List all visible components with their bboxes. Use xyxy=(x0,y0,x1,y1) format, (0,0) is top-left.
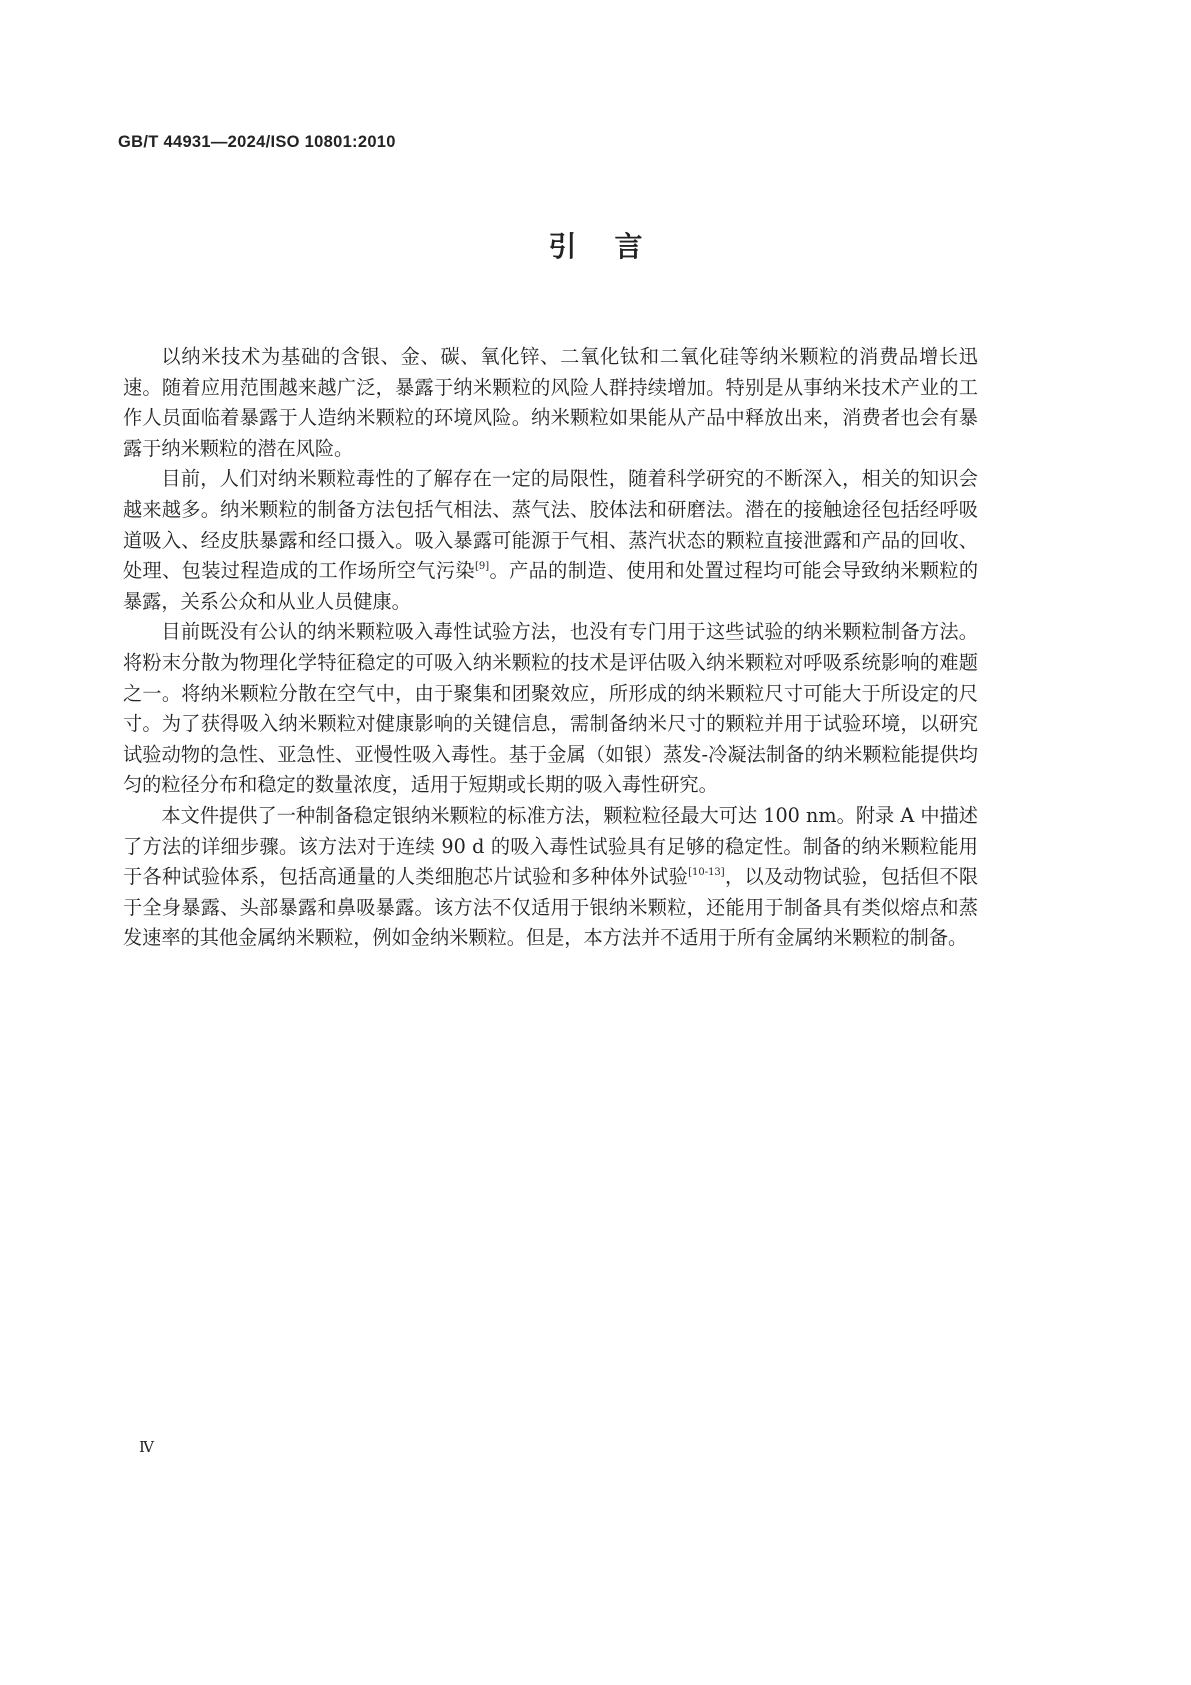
paragraph-text: ，以及动物试验，包括但不限于全身暴露、头部暴露和鼻吸暴露。该方法不仅适用于银纳米颗粒，还能用于制备具有类似熔点和蒸发速率的其他金属纳米颗粒，例如金纳米颗粒。但是，本方法并不适用于所有金属纳米颗粒的制备。 xyxy=(123,865,979,950)
introduction-body xyxy=(123,342,978,954)
document-header-id: GB/T 44931—2024/ISO 10801:2010 xyxy=(118,133,396,151)
paragraph-text: 本文件提供了一种制备稳定银纳米颗粒的标准方法，颗粒粒径最大可达 100 nm。附录 A 中描述了方法的详细步骤。该方法对于连续 90 d 的吸入毒性试验具有足够的稳定性。制备的纳米颗粒能用于各种试验体系，包括高通量的人类细胞芯片试验和多种体外试验 xyxy=(123,803,978,889)
paragraph-1 xyxy=(123,342,978,464)
paragraph-text: 。产品的制造、使用和处置过程均可能会导致纳米颗粒的暴露，关系公众和从业人员健康。 xyxy=(123,559,979,613)
reference-citation[interactable]: [9] xyxy=(474,561,490,573)
page-title: 引言 xyxy=(548,230,681,263)
paragraph-text: 以纳米技术为基础的含银、金、碳、氧化锌、二氧化钛和二氧化硅等纳米颗粒的消费品增长迅速。随着应用范围越来越广泛，暴露于纳米颗粒的风险人群持续增加。特别是从事纳米技术产业的工作人员面临着暴露于人造纳米颗粒的环境风险。纳米颗粒如果能从产品中释放出来，消费者也会有暴露于纳米颗粒的潜在风险。 xyxy=(123,345,978,460)
page-number: Ⅳ xyxy=(139,1438,154,1456)
paragraph-text: 目前既没有公认的纳米颗粒吸入毒性试验方法，也没有专门用于这些试验的纳米颗粒制备方法。将粉末分散为物理化学特征稳定的可吸入纳米颗粒的技术是评估吸入纳米颗粒对呼吸系统影响的难题之一。将纳米颗粒分散在空气中，由于聚集和团聚效应，所形成的纳米颗粒尺寸可能大于所设定的尺寸。为了获得吸入纳米颗粒对健康影响的关键信息，需制备纳米尺寸的颗粒并用于试验环境，以研究试验动物的急性、亚急性、亚慢性吸入毒性。基于金属（如银）蒸发-冷凝法制备的纳米颗粒能提供均匀的粒径分布和稳定的数量浓度，适用于短期或长期的吸入毒性研究。 xyxy=(123,620,978,797)
paragraph-2 xyxy=(123,464,978,617)
paragraph-text: 目前，人们对纳米颗粒毒性的了解存在一定的局限性，随着科学研究的不断深入，相关的知识会越来越多。纳米颗粒的制备方法包括气相法、蒸气法、胶体法和研磨法。潜在的接触途径包括经呼吸道吸入、经皮肤暴露和经口摄入。吸入暴露可能源于气相、蒸汽状态的颗粒直接泄露和产品的回收、处理、包装过程造成的工作场所空气污染 xyxy=(123,467,978,583)
reference-citation[interactable]: [10-13] xyxy=(688,867,725,879)
paragraph-4 xyxy=(123,801,978,954)
paragraph-3 xyxy=(123,617,978,801)
